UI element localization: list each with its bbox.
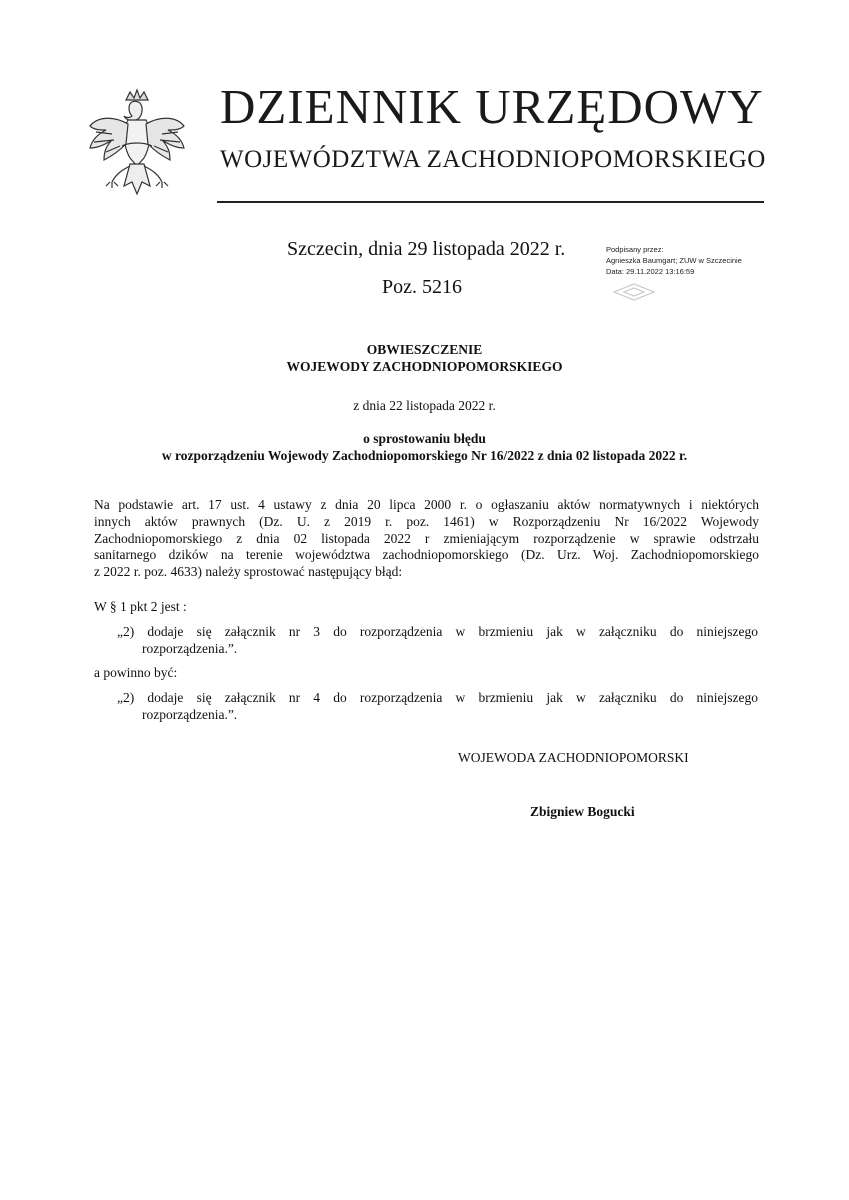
body-line: z 2022 r. poz. 4633) należy sprostować następujący błąd:	[94, 564, 403, 580]
white-eagle-emblem-icon	[84, 86, 190, 200]
quote-correct-line-2: rozporządzenia.”.	[142, 707, 238, 722]
body-line: Na podstawie art. 17 ust. 4 ustawy z dnia 20 lipca 2000 r. o ogłaszaniu aktów normatywnych i niektórych	[94, 497, 759, 512]
masthead-subtitle: WOJEWÓDZTWA ZACHODNIOPOMORSKIEGO	[220, 146, 766, 173]
signature-seal-icon	[612, 282, 656, 302]
masthead-divider	[217, 201, 764, 203]
body-paragraph	[94, 497, 759, 581]
e-signature-signer: Agnieszka Baumgart; ZUW w Szczecinie	[606, 256, 742, 265]
body-line: sanitarnego dzików na terenie województwa zachodniopomorskiego (Dz. Urz. Woj. Zachodniopomorskiego	[94, 547, 759, 563]
position-number: Poz. 5216	[382, 276, 462, 298]
quote-wrong-line-1: „2) dodaje się załącznik nr 3 do rozporządzenia w brzmieniu jak w załączniku do niniejszego	[117, 624, 758, 639]
document-subject-line-1: o sprostowaniu błędu	[363, 431, 486, 446]
e-signature-label: Podpisany przez:	[606, 245, 664, 254]
document-issuer: WOJEWODY ZACHODNIOPOMORSKIEGO	[286, 359, 563, 374]
should-be-label: a powinno być:	[94, 665, 178, 680]
place-and-date: Szczecin, dnia 29 listopada 2022 r.	[287, 238, 566, 260]
document-date: z dnia 22 listopada 2022 r.	[353, 398, 496, 413]
quote-wrong-line-2: rozporządzenia.”.	[142, 641, 238, 656]
paragraph-reference: W § 1 pkt 2 jest :	[94, 599, 187, 614]
signer-role: WOJEWODA ZACHODNIOPOMORSKI	[458, 750, 689, 765]
quote-correct-line-1: „2) dodaje się załącznik nr 4 do rozporządzenia w brzmieniu jak w załączniku do niniejszego	[117, 690, 758, 705]
e-signature-block	[606, 244, 742, 277]
document-subject-line-2: w rozporządzeniu Wojewody Zachodniopomorskiego Nr 16/2022 z dnia 02 listopada 2022 r.	[161, 448, 688, 463]
body-line: innych aktów prawnych (Dz. U. z 2019 r. poz. 1461) w Rozporządzeniu Nr 16/2022 Wojewody	[94, 513, 759, 529]
body-line: Zachodniopomorskiego z dnia 02 listopada 2022 r zmieniającym rozporządzenie w sprawie odstrzału	[94, 530, 759, 546]
masthead-title: DZIENNIK URZĘDOWY	[220, 79, 764, 134]
e-signature-date: Data: 29.11.2022 13:16:59	[606, 267, 695, 276]
document-type: OBWIESZCZENIE	[366, 342, 483, 357]
signer-name: Zbigniew Bogucki	[530, 804, 635, 819]
